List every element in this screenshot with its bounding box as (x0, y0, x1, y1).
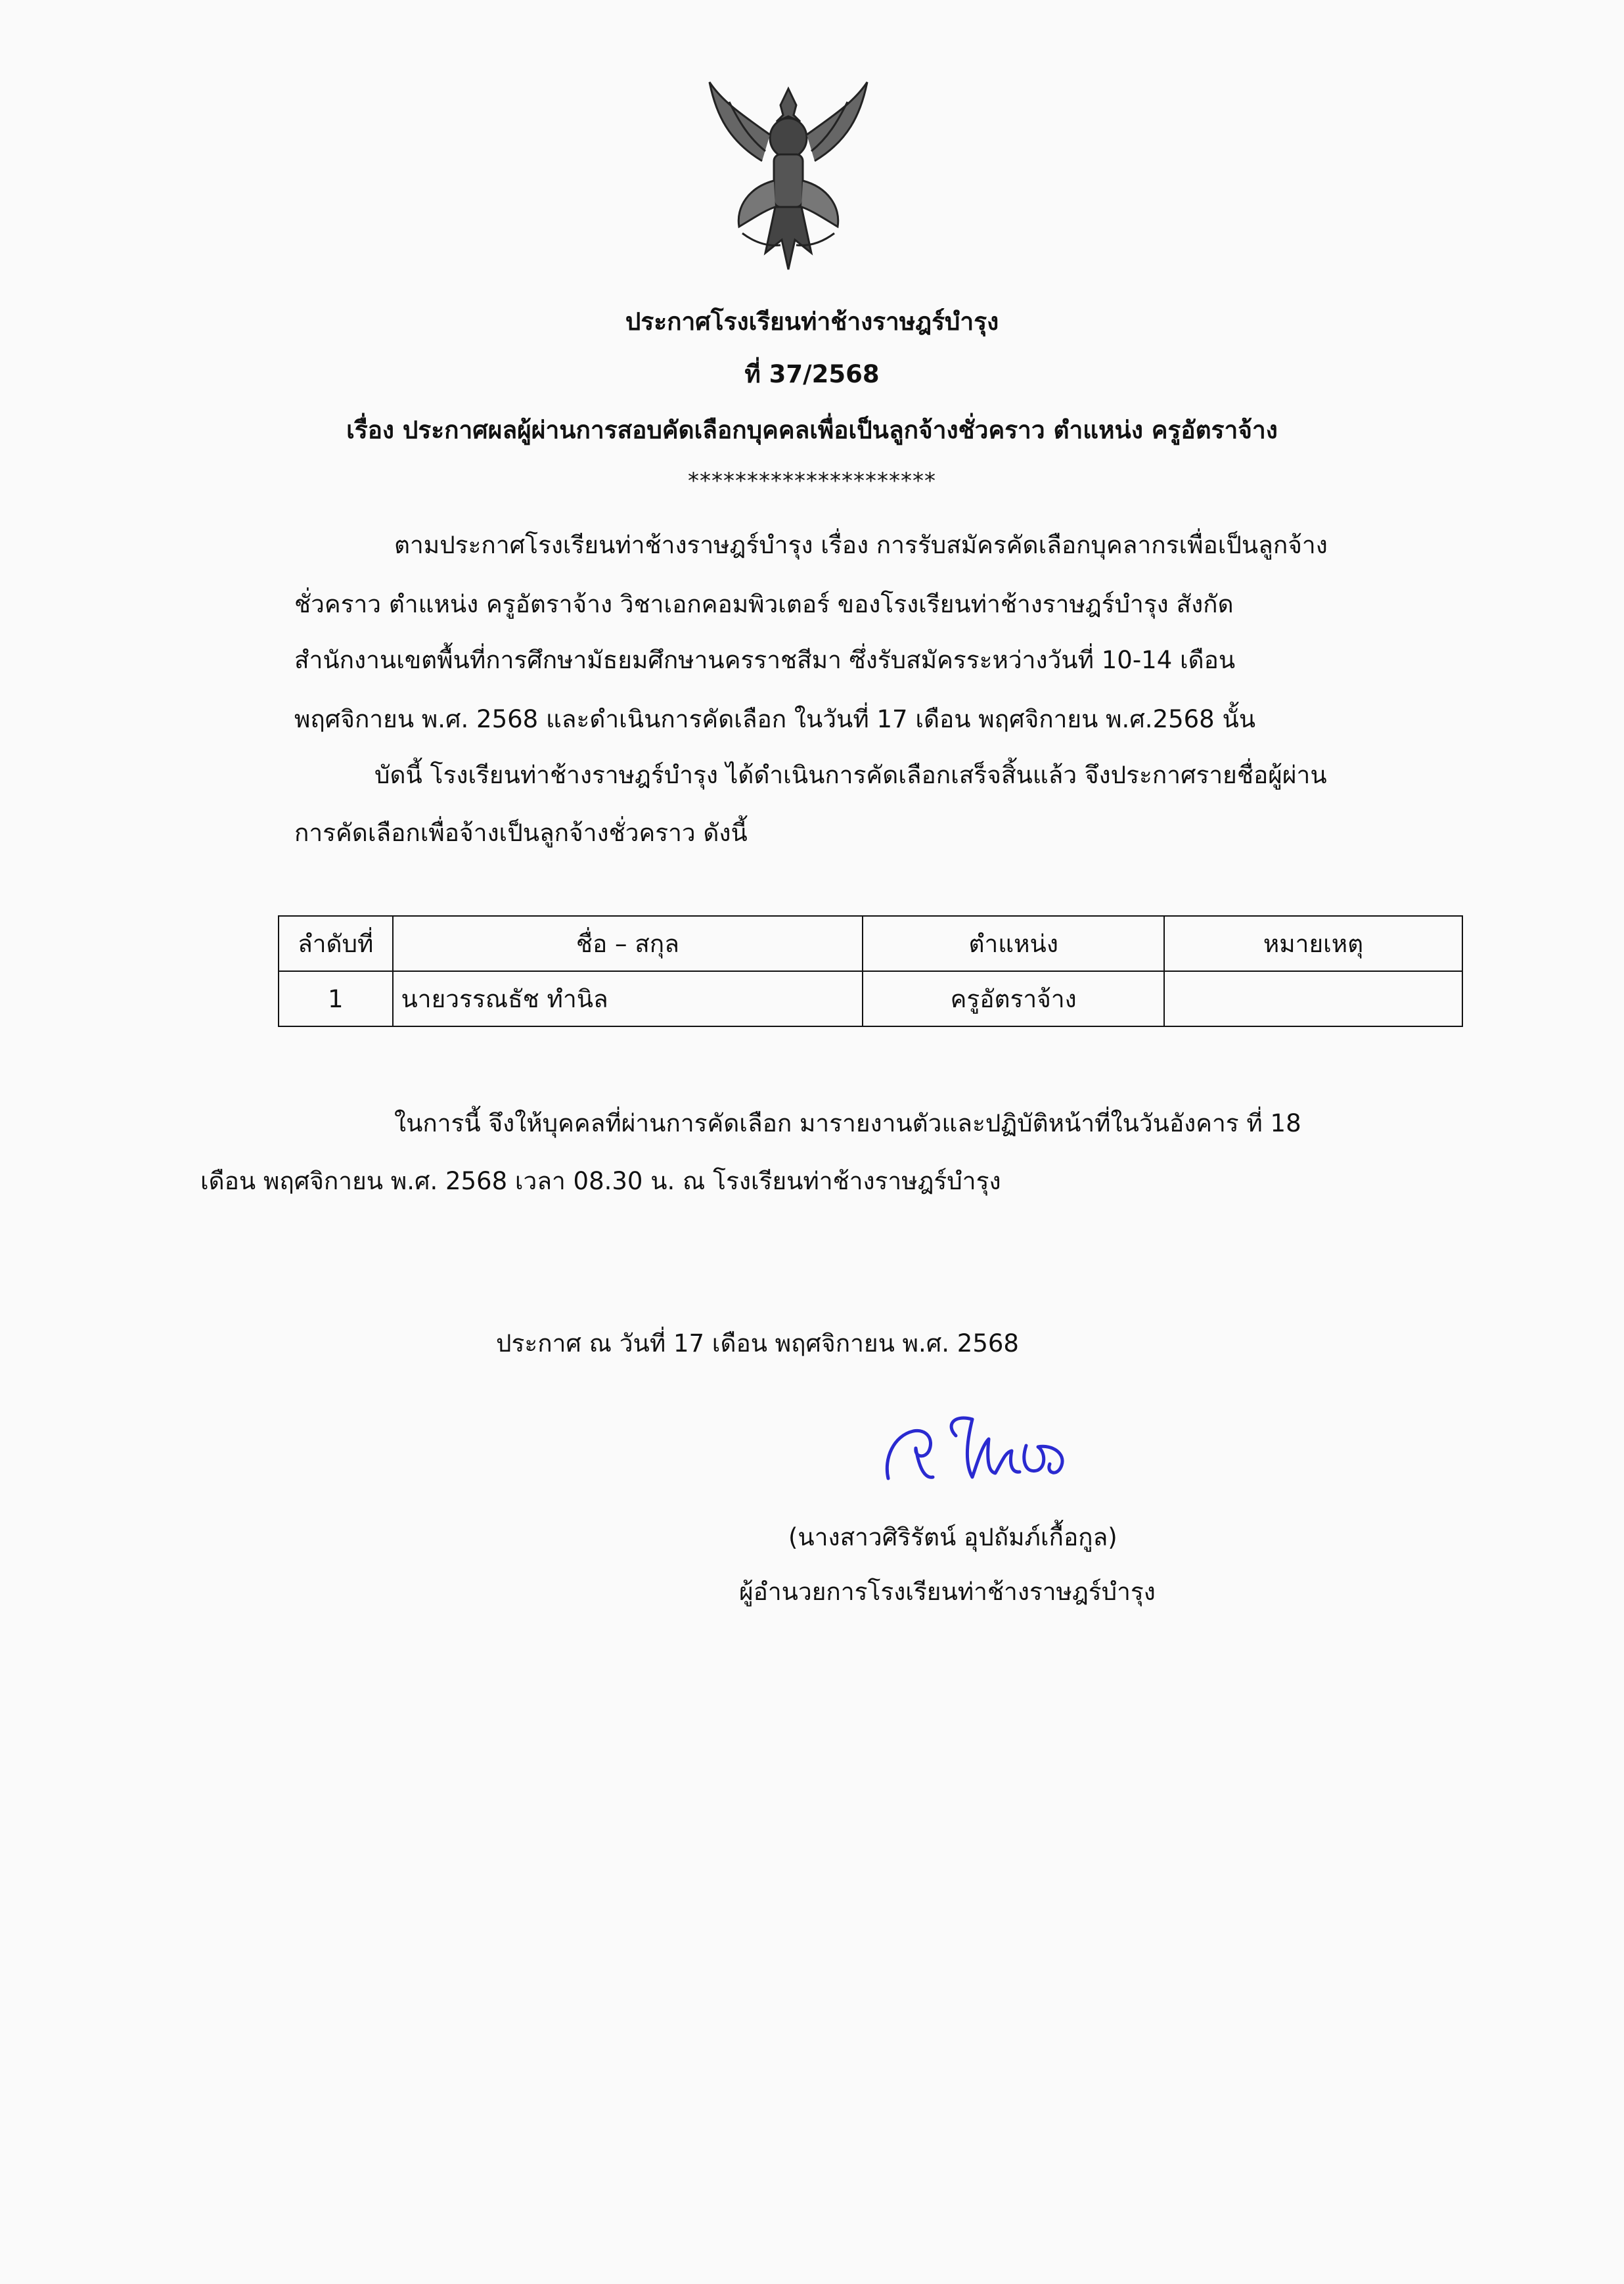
table-header-cell: หมายเหตุ (1164, 916, 1462, 971)
announcement-number: ที่ 37/2568 (744, 360, 880, 388)
row-name-cell: นายวรรณธัช ทำนิล (393, 971, 863, 1026)
row-position-cell: ครูอัตราจ้าง (863, 971, 1164, 1026)
announcement-subject: เรื่อง ประกาศผลผู้ผ่านการสอบคัดเลือกบุคคลเพื่อเป็นลูกจ้างชั่วคราว ตำแหน่ง ครูอัตราจ้าง (346, 416, 1278, 444)
table-header-cell: ชื่อ – สกุล (393, 916, 863, 971)
paragraph-2-line-2: การคัดเลือกเพื่อจ้างเป็นลูกจ้างชั่วคราว ดังนี้ (294, 819, 748, 847)
table-header-cell: ตำแหน่ง (863, 916, 1164, 971)
row-number-cell: 1 (279, 971, 393, 1026)
garuda-emblem-icon (703, 76, 874, 279)
paragraph-1-line-1: ตามประกาศโรงเรียนท่าช้างราษฎร์บำรุง เรื่อง การรับสมัครคัดเลือกบุคลากรเพื่อเป็นลูกจ้าง (394, 531, 1328, 559)
signature-icon (874, 1400, 1097, 1492)
signer-title: ผู้อำนวยการโรงเรียนท่าช้างราษฎร์บำรุง (739, 1578, 1156, 1606)
paragraph-3-line-2: เดือน พฤศจิกายน พ.ศ. 2568 เวลา 08.30 น. ณ โรงเรียนท่าช้างราษฎร์บำรุง (200, 1167, 1001, 1195)
announcement-title: ประกาศโรงเรียนท่าช้างราษฎร์บำรุง (625, 308, 999, 336)
paragraph-1-line-3: สำนักงานเขตพื้นที่การศึกษามัธยมศึกษานครราชสีมา ซึ่งรับสมัครระหว่างวันที่ 10-14 เดือน (294, 646, 1236, 674)
divider-line: ********************* (688, 468, 936, 494)
table-header-row (279, 916, 1462, 971)
row-remark-cell (1164, 971, 1462, 1026)
paragraph-3-line-1: ในการนี้ จึงให้บุคคลที่ผ่านการคัดเลือก มารายงานตัวและปฏิบัติหน้าที่ในวันอังคาร ที่ 18 (394, 1109, 1301, 1137)
paragraph-1-line-2: ชั่วคราว ตำแหน่ง ครูอัตราจ้าง วิชาเอกคอมพิวเตอร์ ของโรงเรียนท่าช้างราษฎร์บำรุง สังกัด (294, 590, 1234, 618)
signer-name: (นางสาวศิริรัตน์ อุปถัมภ์เกื้อกูล) (788, 1523, 1117, 1551)
table-row (279, 971, 1462, 1026)
table-header-cell: ลำดับที่ (279, 916, 393, 971)
paragraph-2-line-1: บัดนี้ โรงเรียนท่าช้างราษฎร์บำรุง ได้ดำเนินการคัดเลือกเสร็จสิ้นแล้ว จึงประกาศรายชื่อผู้ผ่าน (374, 761, 1327, 789)
results-table (278, 915, 1463, 1027)
paragraph-1-line-4: พฤศจิกายน พ.ศ. 2568 และดำเนินการคัดเลือก ในวันที่ 17 เดือน พฤศจิกายน พ.ศ.2568 นั้น (294, 705, 1256, 733)
announcement-date: ประกาศ ณ วันที่ 17 เดือน พฤศจิกายน พ.ศ. 2568 (496, 1329, 1019, 1358)
